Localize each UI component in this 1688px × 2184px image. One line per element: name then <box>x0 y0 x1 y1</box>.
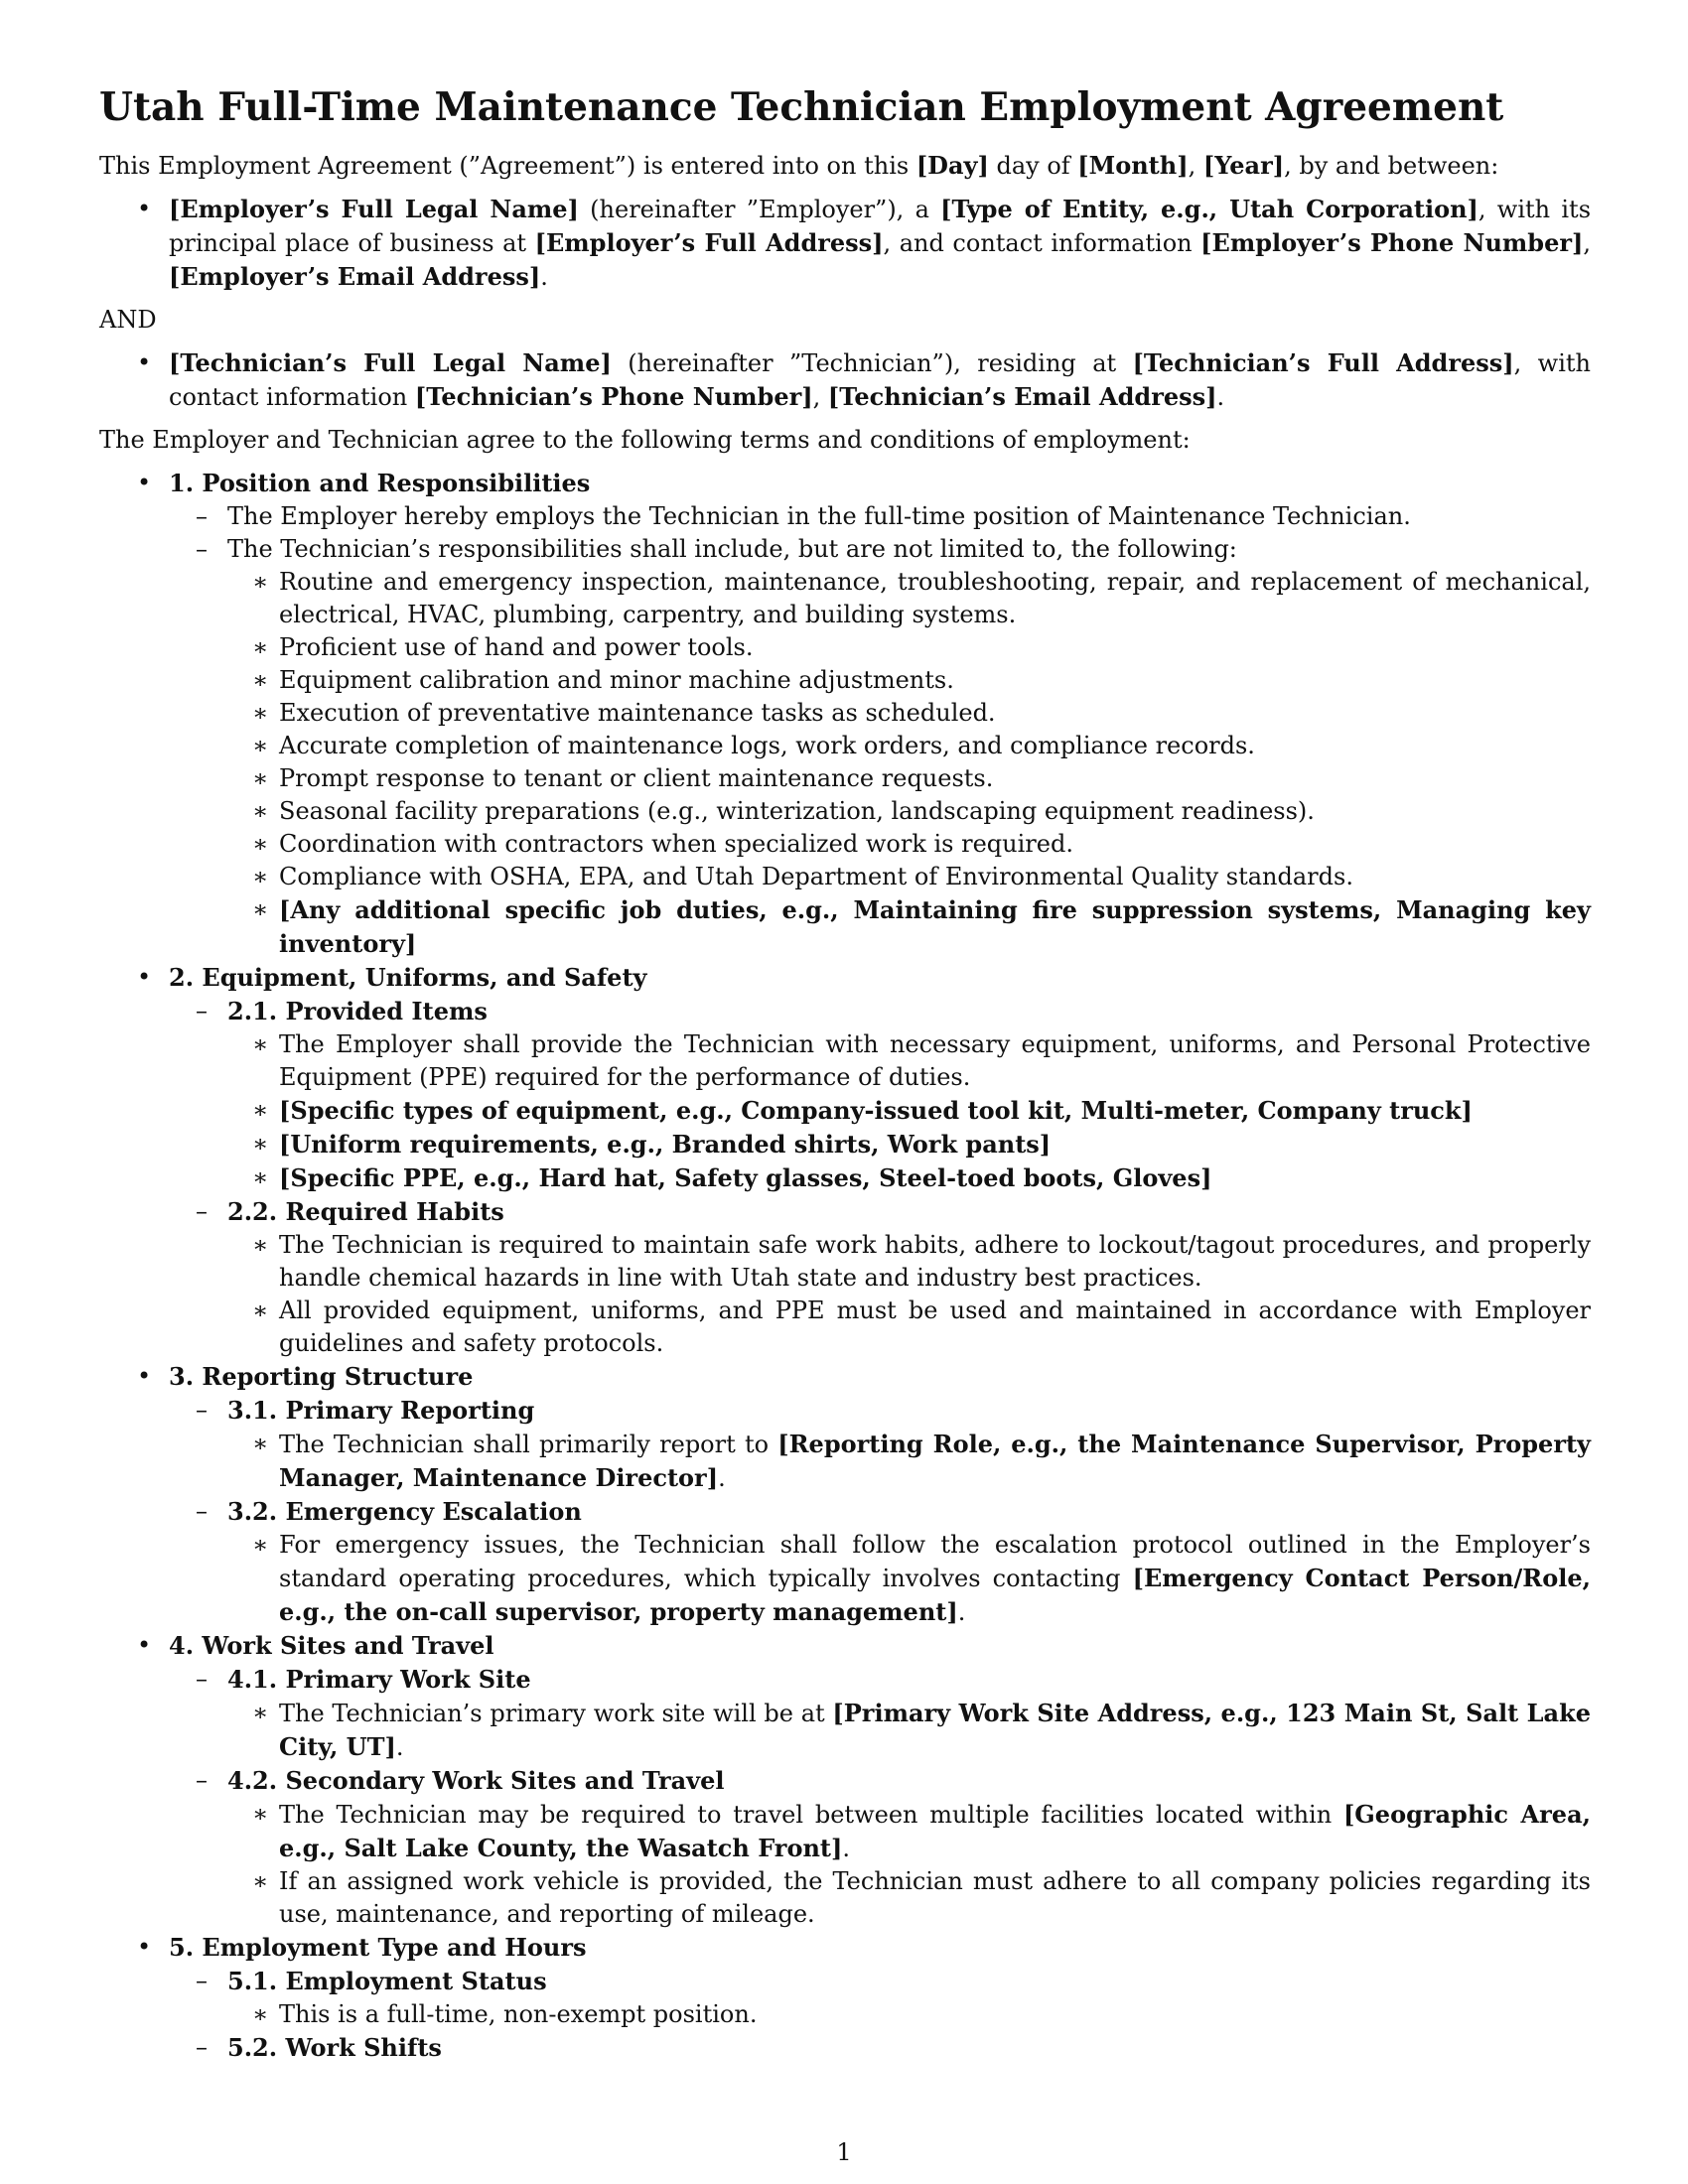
star-marker: ∗ <box>252 2000 269 2028</box>
clause-text: . <box>718 1464 726 1492</box>
subsection-heading <box>99 1394 1591 1428</box>
duty-text: Seasonal facility preparations (e.g., winterization, landscaping equipment readiness). <box>279 797 1315 825</box>
technician-text: , with contact information <box>169 349 1591 411</box>
star-marker: ∗ <box>252 1130 269 1158</box>
duty-item <box>99 697 1591 730</box>
star-marker: ∗ <box>252 1096 269 1124</box>
duty-item <box>99 828 1591 861</box>
section-3-heading: 3. Reporting Structure <box>169 1362 474 1391</box>
section-4-heading: 4. Work Sites and Travel <box>169 1631 494 1660</box>
star-marker: ∗ <box>252 895 269 923</box>
duty-text: Routine and emergency inspection, maintenance, troubleshooting, repair, and replacement of mechanical, electrical, HVAC, plumbing, carpentry, and building systems. <box>279 568 1591 628</box>
duty-item <box>99 795 1591 828</box>
reporting-role-placeholder: [Reporting Role, e.g., the Maintenance Supervisor, Property Manager, Maintenance Director] <box>279 1430 1591 1492</box>
clause-text: For emergency issues, the Technician shall follow the escalation protocol outlined in the Employer’s standard operating procedures, which typically involves contacting <box>279 1531 1591 1592</box>
dash-marker: – <box>196 1396 208 1424</box>
list-item <box>99 1428 1591 1495</box>
month-placeholder: [Month] <box>1077 151 1189 180</box>
clause-text: The Technician’s primary work site will be at <box>279 1700 833 1727</box>
bullet-marker: • <box>137 963 152 991</box>
section-5-heading: 5. Employment Type and Hours <box>169 1933 587 1962</box>
bullet-marker: • <box>137 1631 152 1659</box>
bullet-marker: • <box>137 1362 152 1390</box>
technician-text: , <box>812 383 828 411</box>
star-marker: ∗ <box>252 666 269 694</box>
subsection-4-2-heading: 4.2. Secondary Work Sites and Travel <box>227 1766 725 1795</box>
list-item <box>99 1161 1591 1195</box>
employer-text: , with its principal place of business at <box>169 196 1592 257</box>
duty-item <box>99 664 1591 697</box>
star-marker: ∗ <box>252 1800 269 1828</box>
day-placeholder: [Day] <box>915 151 989 180</box>
duty-item <box>99 893 1591 961</box>
star-marker: ∗ <box>252 1163 269 1191</box>
technician-name-placeholder: [Technician’s Full Legal Name] <box>169 348 612 377</box>
clause-text: The Employer hereby employs the Technician in the full-time position of Maintenance Technician. <box>227 502 1411 530</box>
technician-address-placeholder: [Technician’s Full Address] <box>1132 348 1514 377</box>
emergency-contact-placeholder: [Emergency Contact Person/Role, e.g., the on-call supervisor, property management] <box>279 1564 1591 1626</box>
bullet-marker: • <box>137 469 152 496</box>
technician-text: . <box>1216 383 1225 411</box>
subsection-heading <box>99 995 1591 1028</box>
dash-marker: – <box>196 1766 208 1794</box>
duty-text: Coordination with contractors when specialized work is required. <box>279 830 1073 858</box>
subsection-2-2-heading: 2.2. Required Habits <box>227 1197 504 1226</box>
technician-party <box>99 346 1591 414</box>
dash-marker: – <box>196 535 208 563</box>
star-marker: ∗ <box>252 797 269 825</box>
subsection-5-2-heading: 5.2. Work Shifts <box>227 2033 442 2062</box>
clause-text: . <box>957 1598 966 1626</box>
dash-marker: – <box>196 1197 208 1225</box>
dash-marker: – <box>196 1967 208 1994</box>
subsection-heading <box>99 1495 1591 1529</box>
intro-paragraph <box>99 149 1591 183</box>
star-marker: ∗ <box>252 568 269 596</box>
technician-email-placeholder: [Technician’s Email Address] <box>827 382 1217 411</box>
section-heading <box>99 467 1591 500</box>
employer-address-placeholder: [Employer’s Full Address] <box>534 228 884 257</box>
document-page <box>99 83 1591 2065</box>
clause-text: The Technician may be required to travel between multiple facilities located within <box>279 1801 1343 1829</box>
employer-phone-placeholder: [Employer’s Phone Number] <box>1200 228 1584 257</box>
subsection-5-1-heading: 5.1. Employment Status <box>227 1967 547 1995</box>
duty-text: Compliance with OSHA, EPA, and Utah Department of Environmental Quality standards. <box>279 863 1353 890</box>
and-separator: AND <box>99 306 157 334</box>
list-item <box>99 533 1591 566</box>
subsection-heading <box>99 1195 1591 1229</box>
duty-text: Accurate completion of maintenance logs, work orders, and compliance records. <box>279 732 1255 759</box>
duty-text: Equipment calibration and minor machine adjustments. <box>279 666 954 694</box>
dash-marker: – <box>196 1497 208 1525</box>
star-marker: ∗ <box>252 1867 269 1895</box>
dash-marker: – <box>196 1665 208 1693</box>
dash-marker: – <box>196 502 208 530</box>
employer-text: , <box>1583 229 1591 257</box>
star-marker: ∗ <box>252 764 269 792</box>
section-2-heading: 2. Equipment, Uniforms, and Safety <box>169 963 647 992</box>
geographic-area-placeholder: [Geographic Area, e.g., Salt Lake County, the Wasatch Front] <box>279 1800 1591 1862</box>
employer-text: (hereinafter ”Employer”), a <box>578 196 941 223</box>
list-item <box>99 1028 1591 1094</box>
list-item <box>99 1697 1591 1764</box>
list-item <box>99 500 1591 533</box>
list-item <box>99 1295 1591 1360</box>
duty-text: Proficient use of hand and power tools. <box>279 633 754 661</box>
employer-name-placeholder: [Employer’s Full Legal Name] <box>169 195 579 223</box>
bullet-marker: • <box>137 195 152 222</box>
dash-marker: – <box>196 2033 208 2061</box>
list-item <box>99 1128 1591 1161</box>
section-1-heading: 1. Position and Responsibilities <box>169 469 591 497</box>
star-marker: ∗ <box>252 1699 269 1726</box>
subsection-heading <box>99 2031 1591 2065</box>
entity-type-placeholder: [Type of Entity, e.g., Utah Corporation] <box>940 195 1478 223</box>
intro-text: This Employment Agreement (”Agreement”) is entered into on this <box>99 152 916 180</box>
duty-text: Execution of preventative maintenance tasks as scheduled. <box>279 699 996 727</box>
clause-text: This is a full-time, non-exempt position. <box>279 2000 758 2028</box>
clause-text: The Employer shall provide the Technician with necessary equipment, uniforms, and Personal Protective Equipment (PPE) required for the performance of duties. <box>279 1030 1591 1091</box>
uniform-placeholder: [Uniform requirements, e.g., Branded shirts, Work pants] <box>279 1130 1052 1159</box>
intro-text: day of <box>988 152 1078 180</box>
intro-text: , <box>1188 152 1203 180</box>
employer-text: , and contact information <box>883 229 1201 257</box>
employer-email-placeholder: [Employer’s Email Address] <box>169 262 541 291</box>
list-item <box>99 1998 1591 2031</box>
ppe-placeholder: [Specific PPE, e.g., Hard hat, Safety glasses, Steel-toed boots, Gloves] <box>279 1163 1212 1192</box>
star-marker: ∗ <box>252 732 269 759</box>
duty-item <box>99 631 1591 664</box>
employer-text: . <box>540 263 548 291</box>
subsection-4-1-heading: 4.1. Primary Work Site <box>227 1665 531 1694</box>
star-marker: ∗ <box>252 1231 269 1259</box>
intro-text: , by and between: <box>1284 152 1499 180</box>
clause-text: If an assigned work vehicle is provided, the Technician must adhere to all company policies regarding its use, maintenance, and reporting of mileage. <box>279 1867 1591 1928</box>
technician-phone-placeholder: [Technician’s Phone Number] <box>414 382 813 411</box>
list-item <box>99 1094 1591 1128</box>
star-marker: ∗ <box>252 863 269 890</box>
subsection-2-1-heading: 2.1. Provided Items <box>227 997 488 1025</box>
duty-item <box>99 566 1591 631</box>
employer-party <box>99 193 1591 294</box>
section-heading <box>99 1629 1591 1663</box>
list-item <box>99 1229 1591 1295</box>
section-heading <box>99 1360 1591 1394</box>
star-marker: ∗ <box>252 1297 269 1324</box>
duty-item <box>99 762 1591 795</box>
subsection-heading <box>99 1965 1591 1998</box>
section-heading <box>99 1931 1591 1965</box>
star-marker: ∗ <box>252 1030 269 1058</box>
section-heading <box>99 961 1591 995</box>
star-marker: ∗ <box>252 633 269 661</box>
subsection-3-1-heading: 3.1. Primary Reporting <box>227 1396 535 1425</box>
star-marker: ∗ <box>252 830 269 858</box>
clause-text: . <box>395 1733 404 1761</box>
clause-text: The Technician’s responsibilities shall include, but are not limited to, the following: <box>227 535 1237 563</box>
document-title: Utah Full-Time Maintenance Technician Employment Agreement <box>99 84 1504 130</box>
duty-text: Prompt response to tenant or client maintenance requests. <box>279 764 994 792</box>
additional-duties-placeholder: [Any additional specific job duties, e.g., Maintaining fire suppression systems, Managing key inventory] <box>279 895 1591 958</box>
work-site-placeholder: [Primary Work Site Address, e.g., 123 Main St, Salt Lake City, UT] <box>279 1699 1592 1761</box>
list-item <box>99 1865 1591 1931</box>
clause-text: The Technician is required to maintain safe work habits, adhere to lockout/tagout procedures, and properly handle chemical hazards in line with Utah state and industry best practices. <box>279 1231 1591 1292</box>
page-number: 1 <box>836 2138 852 2166</box>
clause-text: . <box>842 1835 850 1862</box>
bullet-marker: • <box>137 348 152 376</box>
duty-item <box>99 861 1591 893</box>
subsection-3-2-heading: 3.2. Emergency Escalation <box>227 1497 582 1526</box>
duty-item <box>99 730 1591 762</box>
star-marker: ∗ <box>252 1531 269 1559</box>
agreement-preamble: The Employer and Technician agree to the following terms and conditions of employment: <box>99 426 1191 454</box>
subsection-heading <box>99 1764 1591 1798</box>
dash-marker: – <box>196 997 208 1024</box>
equipment-placeholder: [Specific types of equipment, e.g., Company-issued tool kit, Multi-meter, Company truck] <box>279 1096 1473 1125</box>
year-placeholder: [Year] <box>1202 151 1285 180</box>
star-marker: ∗ <box>252 699 269 727</box>
bullet-marker: • <box>137 1933 152 1961</box>
star-marker: ∗ <box>252 1430 269 1457</box>
clause-text: All provided equipment, uniforms, and PPE must be used and maintained in accordance with Employer guidelines and safety protocols. <box>279 1297 1591 1357</box>
technician-text: (hereinafter ”Technician”), residing at <box>611 349 1133 377</box>
list-item <box>99 1529 1591 1629</box>
list-item <box>99 1798 1591 1865</box>
subsection-heading <box>99 1663 1591 1697</box>
clause-text: The Technician shall primarily report to <box>279 1431 778 1458</box>
